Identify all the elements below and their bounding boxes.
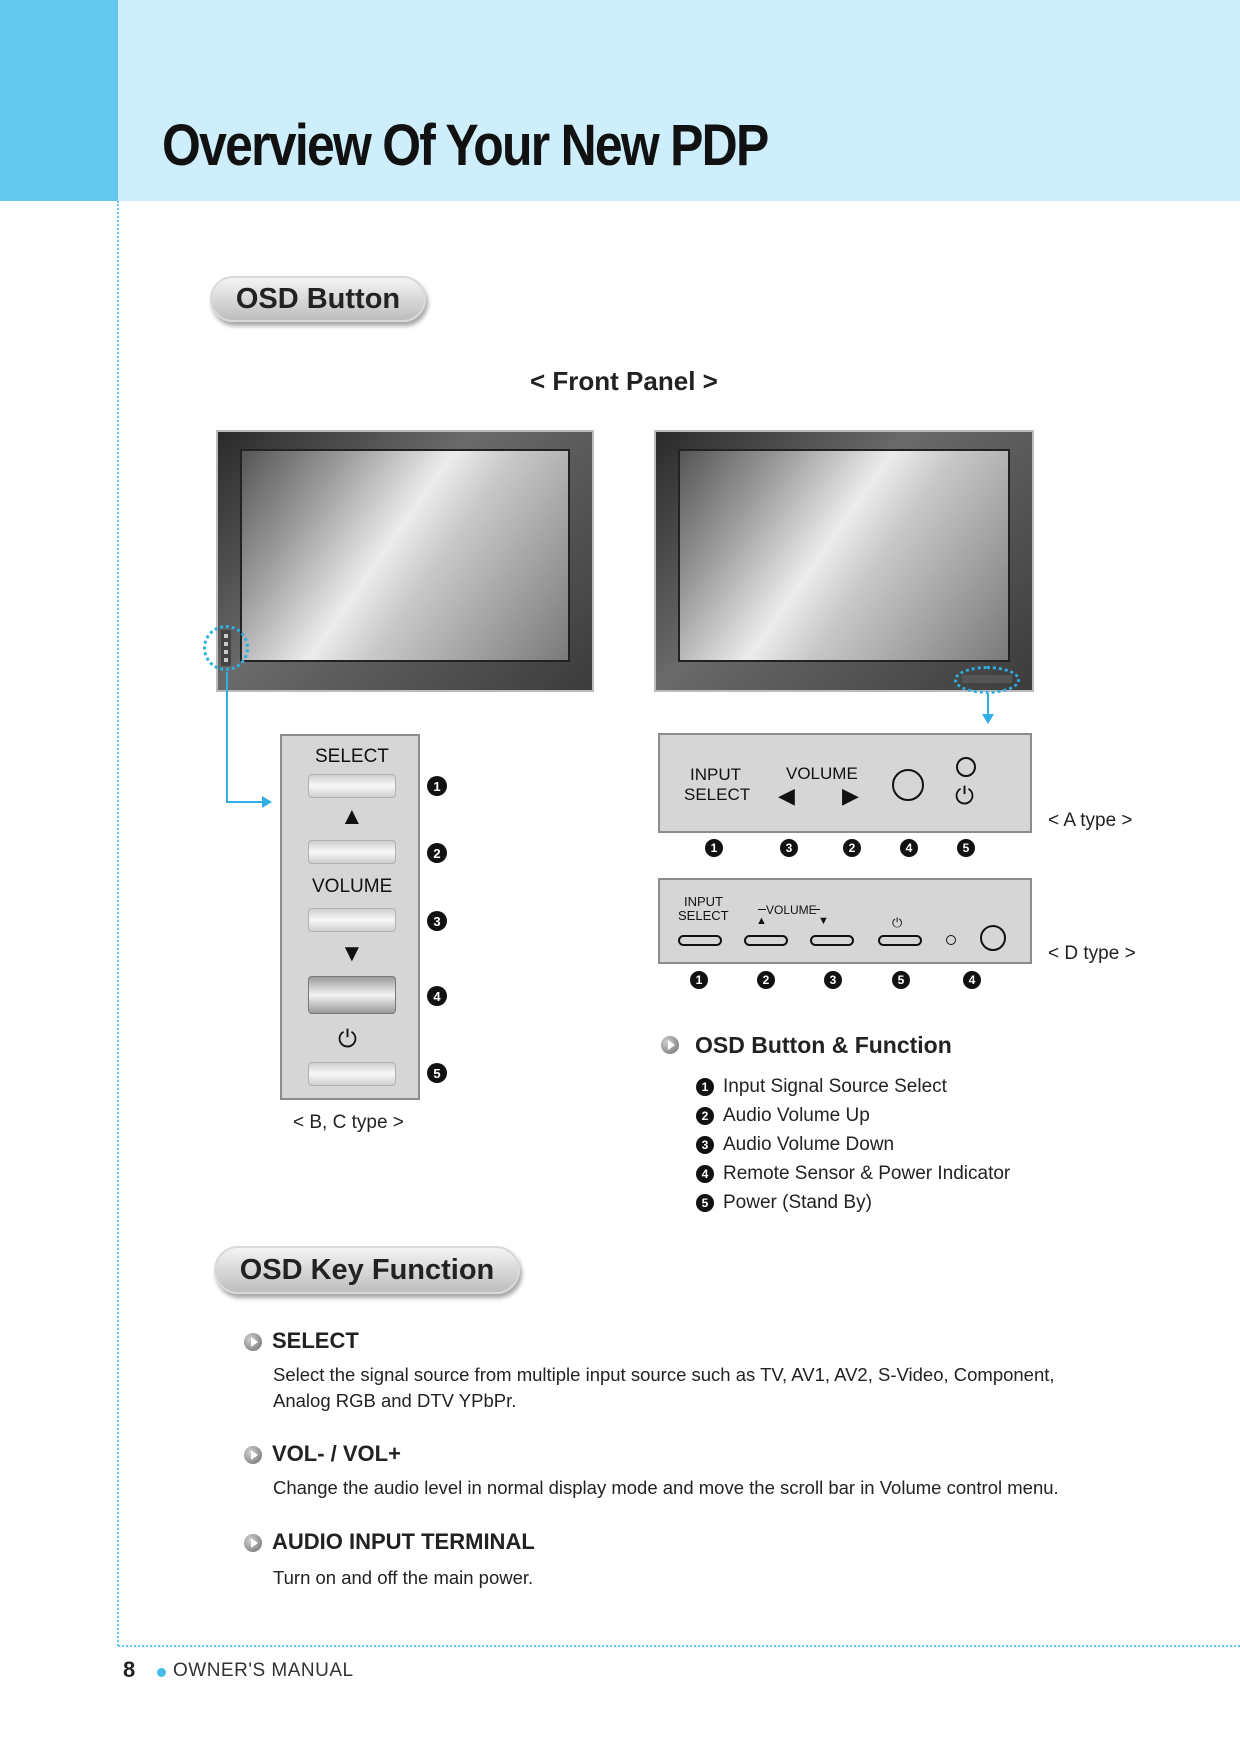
volume-down-button[interactable]	[308, 908, 396, 932]
key-body-select-line2: Analog RGB and DTV YPbPr.	[273, 1390, 517, 1411]
callout-number: 4	[900, 839, 918, 857]
power-icon[interactable]: ⏻	[955, 783, 974, 810]
input-label: INPUT	[684, 894, 723, 909]
volume-label: VOLUME	[312, 876, 393, 897]
callout-number: 1	[690, 971, 708, 989]
bc-type-button-panel	[280, 734, 420, 1100]
bullet-icon	[244, 1446, 262, 1464]
callout-number: 5	[427, 1063, 447, 1083]
monitor-screen	[678, 449, 1010, 662]
function-item	[696, 1159, 1010, 1188]
function-number: 5	[696, 1194, 714, 1212]
key-body-select-line1: Select the signal source from multiple input source such as TV, AV1, AV2, S-Video, Component,	[273, 1364, 1055, 1385]
function-list-heading: OSD Button & Function	[695, 1032, 952, 1058]
function-number: 3	[696, 1136, 714, 1154]
bullet-icon	[244, 1534, 262, 1552]
input-select-button[interactable]	[678, 935, 722, 946]
page-title: Overview Of Your New PDP	[162, 113, 768, 178]
connector-arrow-icon	[262, 796, 272, 808]
remote-sensor-icon	[980, 925, 1006, 951]
volume-label: VOLUME	[786, 764, 858, 783]
callout-number: 2	[843, 839, 861, 857]
key-title-select: SELECT	[272, 1328, 359, 1353]
volume-label: VOLUME	[766, 903, 817, 917]
power-icon: ⏻	[338, 1026, 357, 1053]
select-label: SELECT	[684, 785, 751, 804]
volume-up-button[interactable]	[308, 840, 396, 864]
callout-number: 5	[892, 971, 910, 989]
d-type-button-panel	[658, 878, 1032, 964]
power-icon: ⏻	[892, 915, 903, 930]
bullet-icon	[244, 1333, 262, 1351]
function-item	[696, 1101, 1010, 1130]
volume-up-arrow-icon: ▲	[756, 915, 767, 927]
key-body-volume: Change the audio level in normal display mode and move the scroll bar in Volume control menu.	[273, 1477, 1059, 1498]
callout-number: 2	[427, 843, 447, 863]
function-label: Audio Volume Down	[723, 1133, 895, 1155]
callout-number: 1	[427, 776, 447, 796]
input-label: INPUT	[690, 765, 741, 784]
volume-down-arrow-icon: ▼	[340, 940, 364, 967]
remote-sensor-icon	[892, 769, 924, 801]
section-pill-osd-button: OSD Button	[210, 276, 426, 322]
page-number: 8	[123, 1657, 136, 1682]
volume-right-arrow-icon[interactable]: ▶	[842, 783, 859, 808]
power-indicator-icon	[956, 757, 976, 777]
key-body-audio-input: Turn on and off the main power.	[273, 1567, 534, 1588]
key-title-volume: VOL- / VOL+	[272, 1441, 401, 1466]
volume-down-button[interactable]	[810, 935, 854, 946]
function-number: 1	[696, 1078, 714, 1096]
function-number: 4	[696, 1165, 714, 1183]
highlight-ellipse-bottom-buttons	[954, 666, 1020, 694]
connector-arrow-down-icon	[982, 714, 994, 724]
highlight-circle-side-buttons	[203, 625, 249, 671]
a-type-caption: < A type >	[1048, 810, 1133, 831]
callout-number: 5	[957, 839, 975, 857]
key-title-audio-input: AUDIO INPUT TERMINAL	[272, 1529, 535, 1554]
a-type-button-panel	[658, 733, 1032, 833]
connector-line-horizontal	[226, 801, 264, 803]
function-item	[696, 1072, 1010, 1101]
callout-number: 2	[757, 971, 775, 989]
function-label: Input Signal Source Select	[723, 1075, 947, 1097]
power-button[interactable]	[878, 935, 922, 946]
monitor-screen	[240, 449, 570, 662]
select-label: SELECT	[315, 746, 389, 767]
function-item	[696, 1188, 1010, 1217]
connector-line-vertical-2	[987, 694, 989, 716]
bullet-icon	[661, 1036, 679, 1054]
function-label: Remote Sensor & Power Indicator	[723, 1162, 1011, 1184]
callout-number: 4	[963, 971, 981, 989]
footer-label: OWNER'S MANUAL	[173, 1660, 354, 1681]
function-number: 2	[696, 1107, 714, 1125]
pdp-monitor-ad-type	[654, 430, 1034, 692]
front-panel-title: < Front Panel >	[530, 366, 718, 396]
select-label: SELECT	[678, 908, 729, 923]
margin-guide-vertical	[117, 201, 119, 1646]
select-button[interactable]	[308, 774, 396, 798]
d-type-caption: < D type >	[1048, 943, 1136, 964]
remote-sensor-window	[308, 976, 396, 1014]
power-button[interactable]	[308, 1062, 396, 1086]
callout-number: 4	[427, 986, 447, 1006]
power-indicator-icon	[946, 935, 956, 945]
footer-dot-icon	[157, 1668, 166, 1677]
pdp-monitor-bc-type	[216, 430, 594, 692]
volume-bracket-left	[758, 909, 766, 910]
function-item	[696, 1130, 1010, 1159]
callout-number: 1	[705, 839, 723, 857]
volume-bracket-right	[812, 909, 820, 910]
callout-number: 3	[780, 839, 798, 857]
margin-guide-horizontal	[118, 1645, 1240, 1647]
function-list	[696, 1072, 1010, 1217]
connector-line-vertical	[226, 672, 228, 802]
section-pill-osd-key-function: OSD Key Function	[214, 1246, 520, 1294]
function-label: Audio Volume Up	[723, 1104, 870, 1126]
volume-up-arrow-icon: ▲	[340, 803, 364, 830]
bc-type-caption: < B, C type >	[293, 1112, 404, 1133]
callout-number: 3	[427, 911, 447, 931]
header-accent-block	[0, 0, 118, 201]
volume-down-arrow-icon: ▼	[818, 915, 829, 927]
volume-left-arrow-icon[interactable]: ◀	[778, 783, 795, 808]
function-label: Power (Stand By)	[723, 1191, 872, 1213]
callout-number: 3	[824, 971, 842, 989]
volume-up-button[interactable]	[744, 935, 788, 946]
